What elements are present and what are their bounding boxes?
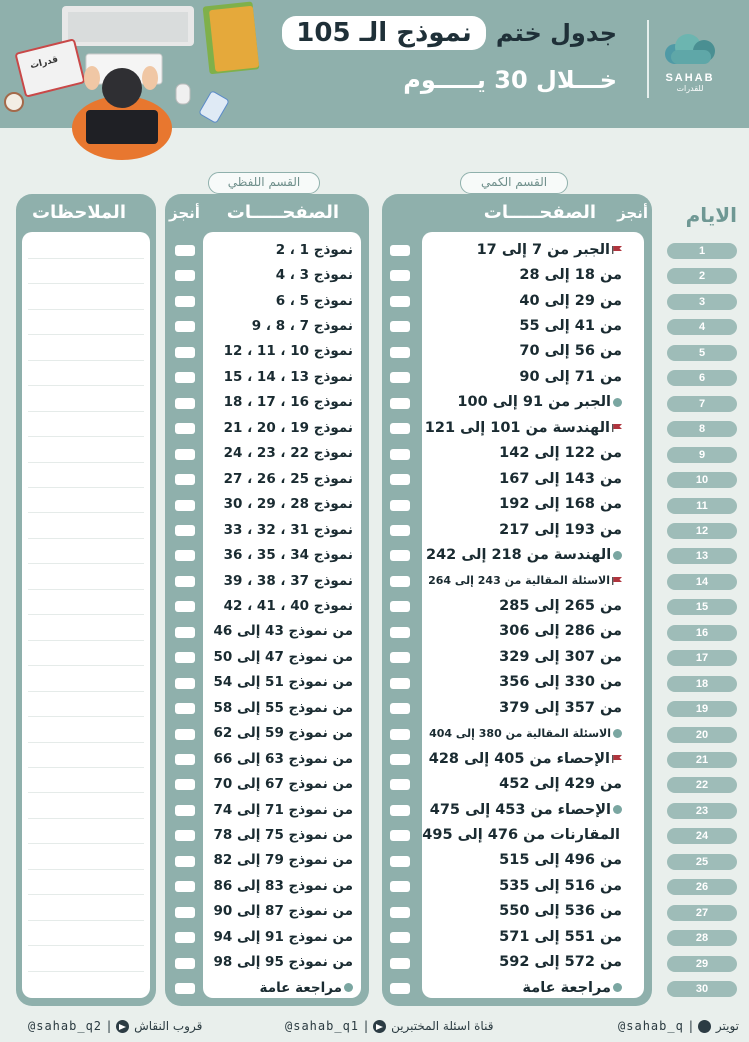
done-checkbox[interactable] — [175, 525, 195, 536]
row-text: من 265 إلى 285 — [499, 597, 622, 614]
done-checkbox[interactable] — [175, 372, 195, 383]
row-text: نموذج 22 ، 23 ، 24 — [223, 445, 353, 462]
row-text: المقارنات من 476 إلى 495 — [422, 827, 620, 844]
schedule-row — [207, 492, 353, 517]
schedule-row — [207, 619, 353, 644]
done-checkbox[interactable] — [175, 881, 195, 892]
done-checkbox[interactable] — [390, 525, 410, 536]
day-number: 9 — [667, 447, 737, 463]
note-line — [28, 462, 144, 463]
schedule-row — [426, 339, 622, 364]
quant-pages-header: الصفحـــــات — [483, 202, 596, 223]
schedule-row — [426, 542, 622, 567]
footer-channel[interactable]: @sahab_q1 | قناة اسئلة المختبرين — [285, 1019, 494, 1033]
done-checkbox[interactable] — [175, 627, 195, 638]
done-checkbox[interactable] — [175, 856, 195, 867]
row-text: نموذج 16 ، 17 ، 18 — [223, 394, 353, 411]
schedule-row — [207, 822, 353, 847]
desk-illustration — [0, 0, 270, 170]
done-checkbox[interactable] — [175, 907, 195, 918]
row-text: نموذج 1 ، 2 — [275, 241, 353, 258]
day-number: 2 — [667, 268, 737, 284]
done-checkbox[interactable] — [175, 270, 195, 281]
schedule-row — [207, 262, 353, 287]
verbal-pages-header: الصفحـــــات — [226, 202, 339, 223]
twitter-icon — [698, 1020, 711, 1033]
day-number: 3 — [667, 294, 737, 310]
row-text: الهندسة من 218 إلى 242 — [426, 547, 612, 564]
row-text: من 307 إلى 329 — [499, 648, 622, 665]
schedule-row — [207, 644, 353, 669]
row-text: من 18 إلى 28 — [519, 267, 622, 284]
day-number: 7 — [667, 396, 737, 412]
done-checkbox[interactable] — [175, 652, 195, 663]
done-checkbox[interactable] — [175, 754, 195, 765]
schedule-row — [426, 746, 622, 771]
row-text: من نموذج 95 إلى 98 — [213, 954, 353, 971]
row-text: الإحصاء من 453 إلى 475 — [429, 801, 611, 818]
note-line — [28, 563, 144, 564]
group-handle[interactable]: @sahab_q2 — [28, 1019, 103, 1033]
row-text: الإحصاء من 405 إلى 428 — [428, 750, 610, 767]
row-text: من 29 إلى 40 — [519, 292, 622, 309]
done-checkbox[interactable] — [390, 881, 410, 892]
done-checkbox[interactable] — [175, 398, 195, 409]
notes-header: الملاحظات — [31, 202, 126, 223]
row-text: من 122 إلى 142 — [499, 445, 622, 462]
done-checkbox[interactable] — [175, 347, 195, 358]
row-text: من نموذج 43 إلى 46 — [213, 623, 353, 640]
done-checkbox[interactable] — [390, 474, 410, 485]
day-number: 8 — [667, 421, 737, 437]
day-number: 20 — [667, 727, 737, 743]
row-text: الجبر من 7 إلى 17 — [476, 241, 610, 258]
row-text: الجبر من 91 إلى 100 — [457, 394, 611, 411]
day-number: 22 — [667, 777, 737, 793]
schedule-row — [426, 262, 622, 287]
row-text: من نموذج 59 إلى 62 — [213, 725, 353, 742]
verbal-section-tag: القسم اللفظي — [208, 172, 320, 194]
schedule-row — [426, 593, 622, 618]
notes-panel — [16, 194, 156, 1006]
day-number: 4 — [667, 319, 737, 335]
schedule-row — [426, 797, 622, 822]
note-line — [28, 742, 144, 743]
flag-icon — [612, 246, 622, 254]
done-checkbox[interactable] — [390, 576, 410, 587]
done-checkbox[interactable] — [390, 779, 410, 790]
channel-handle[interactable]: @sahab_q1 — [285, 1019, 360, 1033]
day-number: 10 — [667, 472, 737, 488]
done-checkbox[interactable] — [390, 449, 410, 460]
schedule-row — [207, 670, 353, 695]
row-text: الهندسة من 101 إلى 121 — [424, 419, 610, 436]
title-pill: نموذج الـ 105 — [282, 16, 486, 50]
footer-group[interactable]: @sahab_q2 | قروب النقاش — [28, 1019, 203, 1033]
day-number: 17 — [667, 650, 737, 666]
schedule-row — [207, 975, 353, 1000]
schedule-row — [422, 822, 622, 847]
note-line — [28, 283, 144, 284]
schedule-row — [426, 237, 622, 262]
row-text: من 536 إلى 550 — [499, 903, 622, 920]
done-checkbox[interactable] — [175, 601, 195, 612]
day-number: 21 — [667, 752, 737, 768]
done-checkbox[interactable] — [175, 449, 195, 460]
row-text: الاسئلة المقالية من 380 إلى 404 — [429, 726, 611, 740]
day-number: 24 — [667, 828, 737, 844]
row-text: من نموذج 47 إلى 50 — [213, 648, 353, 665]
row-text: نموذج 37 ، 38 ، 39 — [223, 572, 353, 589]
done-checkbox[interactable] — [390, 398, 410, 409]
row-text: نموذج 5 ، 6 — [275, 292, 353, 309]
schedule-row — [207, 390, 353, 415]
done-checkbox[interactable] — [390, 500, 410, 511]
schedule-row — [207, 517, 353, 542]
bullet-icon — [613, 983, 622, 992]
twitter-label: تويتر — [715, 1019, 739, 1033]
telegram-icon — [116, 1020, 129, 1033]
schedule-row — [426, 975, 622, 1000]
note-line — [28, 716, 144, 717]
day-number: 27 — [667, 905, 737, 921]
row-text: من نموذج 91 إلى 94 — [213, 928, 353, 945]
quant-done-header: أنجز — [617, 204, 648, 222]
schedule-row — [207, 848, 353, 873]
note-line — [28, 411, 144, 412]
notes-area[interactable] — [22, 232, 150, 998]
schedule-row — [426, 441, 622, 466]
note-line — [28, 894, 144, 895]
done-checkbox[interactable] — [390, 423, 410, 434]
note-line — [28, 767, 144, 768]
done-checkbox[interactable] — [390, 703, 410, 714]
schedule-row — [426, 771, 622, 796]
done-checkbox[interactable] — [175, 550, 195, 561]
schedule-row — [207, 568, 353, 593]
row-text: من نموذج 51 إلى 54 — [213, 674, 353, 691]
done-checkbox[interactable] — [175, 678, 195, 689]
note-line — [28, 971, 144, 972]
quant-section-tag: القسم الكمي — [460, 172, 568, 194]
row-text: نموذج 31 ، 32 ، 33 — [223, 521, 353, 538]
day-number: 14 — [667, 574, 737, 590]
day-number: 5 — [667, 345, 737, 361]
row-text: من 357 إلى 379 — [499, 699, 622, 716]
day-number: 11 — [667, 498, 737, 514]
day-number: 23 — [667, 803, 737, 819]
schedule-row — [207, 873, 353, 898]
schedule-row — [426, 415, 622, 440]
row-text: من 572 إلى 592 — [499, 954, 622, 971]
schedule-row — [426, 670, 622, 695]
day-number: 12 — [667, 523, 737, 539]
schedule-row — [207, 950, 353, 975]
done-checkbox[interactable] — [390, 550, 410, 561]
row-text: نموذج 25 ، 26 ، 27 — [223, 470, 353, 487]
done-checkbox[interactable] — [175, 500, 195, 511]
schedule-row — [207, 593, 353, 618]
done-checkbox[interactable] — [390, 958, 410, 969]
day-number: 15 — [667, 599, 737, 615]
row-text: من نموذج 75 إلى 78 — [213, 827, 353, 844]
done-checkbox[interactable] — [390, 372, 410, 383]
flag-icon — [612, 424, 622, 432]
note-line — [28, 640, 144, 641]
sahab-logo — [655, 14, 725, 114]
done-checkbox[interactable] — [390, 245, 410, 256]
schedule-row — [426, 899, 622, 924]
schedule-row — [207, 542, 353, 567]
done-checkbox[interactable] — [175, 245, 195, 256]
note-line — [28, 792, 144, 793]
row-text: من نموذج 67 إلى 70 — [213, 776, 353, 793]
day-number: 1 — [667, 243, 737, 259]
row-text: من 193 إلى 217 — [499, 521, 622, 538]
day-number: 28 — [667, 930, 737, 946]
note-line — [28, 436, 144, 437]
schedule-row — [207, 797, 353, 822]
done-checkbox[interactable] — [175, 932, 195, 943]
note-line — [28, 538, 144, 539]
schedule-row — [426, 848, 622, 873]
schedule-row — [426, 950, 622, 975]
done-checkbox[interactable] — [175, 321, 195, 332]
day-number: 25 — [667, 854, 737, 870]
row-text: من 71 إلى 90 — [519, 368, 622, 385]
schedule-row — [207, 441, 353, 466]
done-checkbox[interactable] — [390, 805, 410, 816]
schedule-row — [207, 924, 353, 949]
flag-icon — [612, 577, 622, 585]
bullet-icon — [613, 805, 622, 814]
day-number: 18 — [667, 676, 737, 692]
schedule-row — [426, 619, 622, 644]
row-text: مراجعة عامة — [259, 979, 342, 996]
note-line — [28, 665, 144, 666]
group-label: قروب النقاش — [134, 1019, 203, 1033]
header-banner — [0, 0, 749, 128]
row-text: نموذج 7 ، 8 ، 9 — [251, 318, 353, 335]
logo-name: SAHAB — [665, 72, 715, 84]
note-line — [28, 512, 144, 513]
row-text: نموذج 40 ، 41 ، 42 — [223, 597, 353, 614]
book-label: قدرات — [29, 54, 60, 72]
done-checkbox[interactable] — [175, 474, 195, 485]
note-line — [28, 385, 144, 386]
note-line — [28, 869, 144, 870]
day-number: 19 — [667, 701, 737, 717]
cloud-icon — [663, 32, 717, 66]
done-checkbox[interactable] — [175, 958, 195, 969]
done-checkbox[interactable] — [390, 627, 410, 638]
schedule-row — [426, 492, 622, 517]
schedule-row — [207, 721, 353, 746]
done-checkbox[interactable] — [390, 754, 410, 765]
bullet-icon — [613, 398, 622, 407]
logo-divider — [647, 20, 649, 98]
day-number: 6 — [667, 370, 737, 386]
done-checkbox[interactable] — [390, 678, 410, 689]
row-text: من نموذج 55 إلى 58 — [213, 699, 353, 716]
schedule-row — [207, 899, 353, 924]
done-checkbox[interactable] — [390, 296, 410, 307]
schedule-row — [207, 695, 353, 720]
done-checkbox[interactable] — [175, 805, 195, 816]
row-text: من 143 إلى 167 — [499, 470, 622, 487]
done-checkbox[interactable] — [175, 983, 195, 994]
row-text: من نموذج 83 إلى 86 — [213, 877, 353, 894]
row-text: الاسئلة المقالية من 243 إلى 264 — [428, 574, 610, 588]
row-text: مراجعة عامة — [522, 979, 611, 996]
logo-subtitle: للقدرات — [676, 84, 704, 93]
title-plain: جدول ختم — [495, 19, 617, 47]
schedule-row — [426, 873, 622, 898]
twitter-handle[interactable]: @sahab_q — [618, 1019, 684, 1033]
done-checkbox[interactable] — [390, 983, 410, 994]
note-line — [28, 843, 144, 844]
page-subtitle: خـــلال 30 يـــــوم — [403, 66, 617, 94]
schedule-row — [207, 364, 353, 389]
row-text: من نموذج 87 إلى 90 — [213, 903, 353, 920]
verbal-done-header: أنجز — [169, 204, 200, 222]
row-text: نموذج 28 ، 29 ، 30 — [223, 496, 353, 513]
bullet-icon — [344, 983, 353, 992]
schedule-row — [426, 568, 622, 593]
done-checkbox[interactable] — [390, 270, 410, 281]
schedule-row — [207, 466, 353, 491]
schedule-row — [426, 390, 622, 415]
note-line — [28, 818, 144, 819]
schedule-row — [207, 237, 353, 262]
note-line — [28, 614, 144, 615]
done-checkbox[interactable] — [390, 907, 410, 918]
note-line — [28, 360, 144, 361]
done-checkbox[interactable] — [390, 932, 410, 943]
schedule-row — [207, 288, 353, 313]
done-checkbox[interactable] — [390, 601, 410, 612]
row-text: من 330 إلى 356 — [499, 674, 622, 691]
schedule-row — [426, 721, 622, 746]
footer-twitter[interactable]: @sahab_q | تويتر — [618, 1019, 739, 1033]
days-header: الايام — [685, 203, 737, 227]
schedule-row — [426, 466, 622, 491]
schedule-row — [426, 695, 622, 720]
day-number: 13 — [667, 548, 737, 564]
bullet-icon — [613, 551, 622, 560]
row-text: من 496 إلى 515 — [499, 852, 622, 869]
done-checkbox[interactable] — [390, 729, 410, 740]
row-text: نموذج 19 ، 20 ، 21 — [223, 419, 353, 436]
row-text: نموذج 13 ، 14 ، 15 — [223, 368, 353, 385]
day-number: 29 — [667, 956, 737, 972]
row-text: من 56 إلى 70 — [519, 343, 622, 360]
done-checkbox[interactable] — [175, 296, 195, 307]
row-text: نموذج 3 ، 4 — [275, 267, 353, 284]
schedule-row — [207, 771, 353, 796]
schedule-row — [207, 415, 353, 440]
done-checkbox[interactable] — [390, 856, 410, 867]
note-line — [28, 487, 144, 488]
row-text: من 516 إلى 535 — [499, 877, 622, 894]
done-checkbox[interactable] — [175, 779, 195, 790]
done-checkbox[interactable] — [390, 830, 410, 841]
note-line — [28, 945, 144, 946]
schedule-row — [426, 313, 622, 338]
flag-icon — [612, 755, 622, 763]
schedule-row — [207, 313, 353, 338]
schedule-row — [207, 339, 353, 364]
footer — [0, 1010, 749, 1042]
note-line — [28, 589, 144, 590]
telegram-icon — [373, 1020, 386, 1033]
note-line — [28, 309, 144, 310]
done-checkbox[interactable] — [175, 703, 195, 714]
done-checkbox[interactable] — [390, 652, 410, 663]
note-line — [28, 258, 144, 259]
day-number: 26 — [667, 879, 737, 895]
bullet-icon — [613, 729, 622, 738]
done-checkbox[interactable] — [175, 830, 195, 841]
schedule-row — [426, 924, 622, 949]
done-checkbox[interactable] — [390, 321, 410, 332]
row-text: نموذج 10 ، 11 ، 12 — [223, 343, 353, 360]
schedule-row — [426, 364, 622, 389]
done-checkbox[interactable] — [175, 729, 195, 740]
row-text: من 168 إلى 192 — [499, 496, 622, 513]
schedule-row — [426, 517, 622, 542]
row-text: من نموذج 71 إلى 74 — [213, 801, 353, 818]
note-line — [28, 334, 144, 335]
day-number: 30 — [667, 981, 737, 997]
schedule-row — [207, 746, 353, 771]
row-text: من 551 إلى 571 — [499, 928, 622, 945]
row-text: من نموذج 63 إلى 66 — [213, 750, 353, 767]
done-checkbox[interactable] — [390, 347, 410, 358]
schedule-row — [426, 644, 622, 669]
schedule-row — [426, 288, 622, 313]
done-checkbox[interactable] — [175, 423, 195, 434]
note-line — [28, 691, 144, 692]
page-title — [282, 16, 617, 50]
row-text: من 41 إلى 55 — [519, 318, 622, 335]
row-text: من 286 إلى 306 — [499, 623, 622, 640]
channel-label: قناة اسئلة المختبرين — [391, 1019, 494, 1033]
row-text: من 429 إلى 452 — [499, 776, 622, 793]
note-line — [28, 920, 144, 921]
done-checkbox[interactable] — [175, 576, 195, 587]
day-number: 16 — [667, 625, 737, 641]
row-text: نموذج 34 ، 35 ، 36 — [223, 547, 353, 564]
row-text: من نموذج 79 إلى 82 — [213, 852, 353, 869]
